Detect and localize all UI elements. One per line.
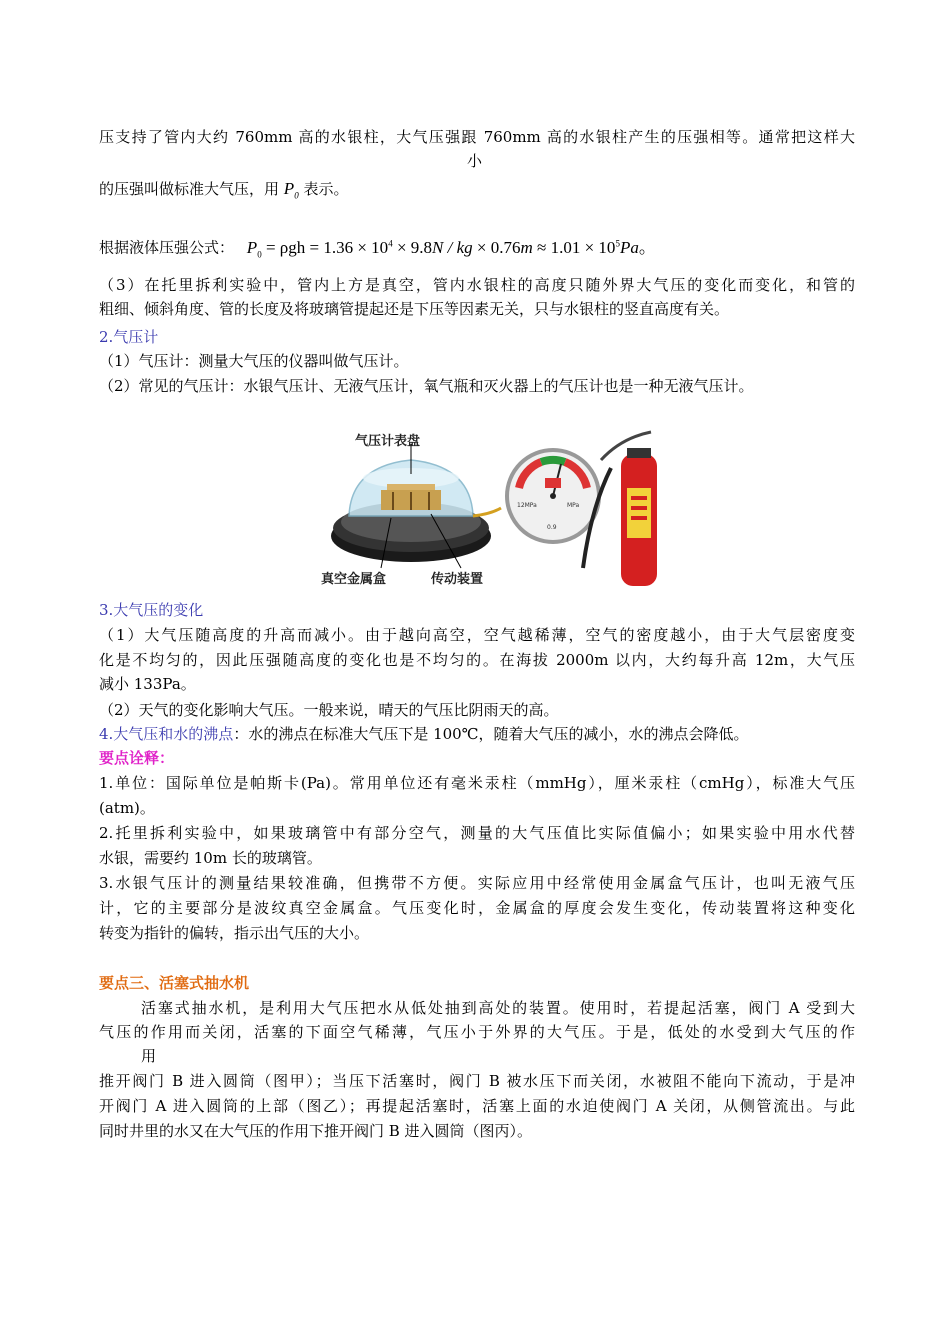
note-2-line-2: 水银，需要约 10m 长的玻璃管。 xyxy=(99,849,322,867)
boiling-text: ：水的沸点在标准大气压下是 100℃，随着大气压的减小，水的沸点会降低。 xyxy=(233,725,749,743)
change-line-2: 化是不均匀的，因此压强随高度的变化也是不均匀的。在海拔 2000m 以内，大约每升高 12m，大气压 xyxy=(99,651,855,669)
note-2-line-1: 2.托里拆利实验中，如果玻璃管中有部分空气，测量的大气压值比实际值偏小；如果实验中用水代替 xyxy=(99,824,855,842)
notes-heading: 要点诠释： xyxy=(99,749,175,767)
intro-line-2-pre: 的压强叫做标准大气压，用 xyxy=(99,180,280,198)
formula-line xyxy=(99,232,656,265)
intro-line-1: 压支持了管内大约 760mm 高的水银柱，大气压强跟 760mm 高的水银柱产生的压强相等。通常把这样大 xyxy=(99,128,855,146)
gauge-right-label: MPa xyxy=(567,502,580,509)
note-3-line-3: 转变为指针的偏转，指示出气压的大小。 xyxy=(99,924,370,942)
pump-line-4: 开阀门 A 进入圆筒的上部（图乙）；再提起活塞时，活塞上面的水迫使阀门 A 关闭，从侧管流出。与此 xyxy=(99,1097,855,1115)
barometer-p2: （2）常见的气压计：水银气压计、无液气压计，氧气瓶和灭火器上的气压计也是一种无液气压计。 xyxy=(99,377,754,395)
figure-label-dial: 气压计表盘 xyxy=(355,434,421,449)
pump-line-3: 推开阀门 B 进入圆筒（图甲）；当压下活塞时，阀门 B 被水压下而关闭，水被阻不能向下流动，于是冲 xyxy=(99,1072,855,1090)
intro-line-2-post: 表示。 xyxy=(303,180,349,198)
note-3-line-2: 计，它的主要部分是波纹真空金属盒。气压变化时，金属盒的厚度会发生变化，传动装置将这种变化 xyxy=(99,899,855,917)
figure-label-drive: 传动装置 xyxy=(431,572,484,587)
note-1-line-2: (atm)。 xyxy=(99,799,155,817)
barometer-p1: （1）气压计：测量大气压的仪器叫做气压计。 xyxy=(99,352,409,370)
torricelli-note-line-1: （3）在托里拆利实验中，管内上方是真空，管内水银柱的高度只随外界大气压的变化而变化，和管的 xyxy=(99,276,855,294)
pump-line-5: 同时井里的水又在大气压的作用下推开阀门 B 进入圆筒（图丙）。 xyxy=(99,1122,533,1140)
change-heading: 3.大气压的变化 xyxy=(99,601,204,619)
formula-expression: $P_0 = \rho gh = 1.36 \times 10^4 \times 9.8N$ / kg × $0.76m \approx 1.01 \times 10^5Pa$。 xyxy=(246,237,656,260)
p0-symbol: $P_0$ xyxy=(283,179,299,201)
pump-line-1: 活塞式抽水机，是利用大气压把水从低处抽到高处的装置。使用时，若提起活塞，阀门 A 受到大 xyxy=(141,999,855,1017)
document-page xyxy=(99,0,855,1344)
torricelli-note-line-2: 粗细、倾斜角度、管的长度及将玻璃管提起还是下压等因素无关，只与水银柱的竖直高度有关。 xyxy=(99,300,730,318)
boiling-line xyxy=(99,723,749,745)
formula-label: 根据液体压强公式： xyxy=(99,238,235,257)
pump-line-2: 气压的作用而关闭，活塞的下面空气稀薄，气压小于外界的大气压。于是，低处的水受到大气压的作 xyxy=(99,1023,855,1041)
pump-heading: 要点三、活塞式抽水机 xyxy=(99,974,250,992)
change-line-4: （2）天气的变化影响大气压。一般来说，晴天的气压比阴雨天的高。 xyxy=(99,701,559,719)
boiling-heading: 4.大气压和水的沸点 xyxy=(99,725,234,743)
figure-label-box: 真空金属盒 xyxy=(321,572,387,587)
note-1-line-1: 1.单位：国际单位是帕斯卡(Pa)。常用单位还有毫米汞柱（mmHg），厘米汞柱（cmHg），标准大气压 xyxy=(99,774,855,792)
intro-line-1-wrap: 小 xyxy=(467,152,483,170)
gauge-bottom-label: 0.9 xyxy=(547,524,557,531)
note-3-line-1: 3.水银气压计的测量结果较准确，但携带不方便。实际应用中经常使用金属盒气压计，也叫无液气压 xyxy=(99,874,855,892)
barometer-figure xyxy=(321,418,701,590)
change-line-3: 减小 133Pa。 xyxy=(99,675,196,693)
pump-line-2-wrap: 用 xyxy=(141,1047,157,1065)
barometer-heading: 2.气压计 xyxy=(99,328,159,346)
change-line-1: （1）大气压随高度的升高而减小。由于越向高空，空气越稀薄，空气的密度越小，由于大气层密度变 xyxy=(99,626,855,644)
gauge-left-label: 12MPa xyxy=(517,502,537,509)
intro-line-2 xyxy=(99,178,348,206)
